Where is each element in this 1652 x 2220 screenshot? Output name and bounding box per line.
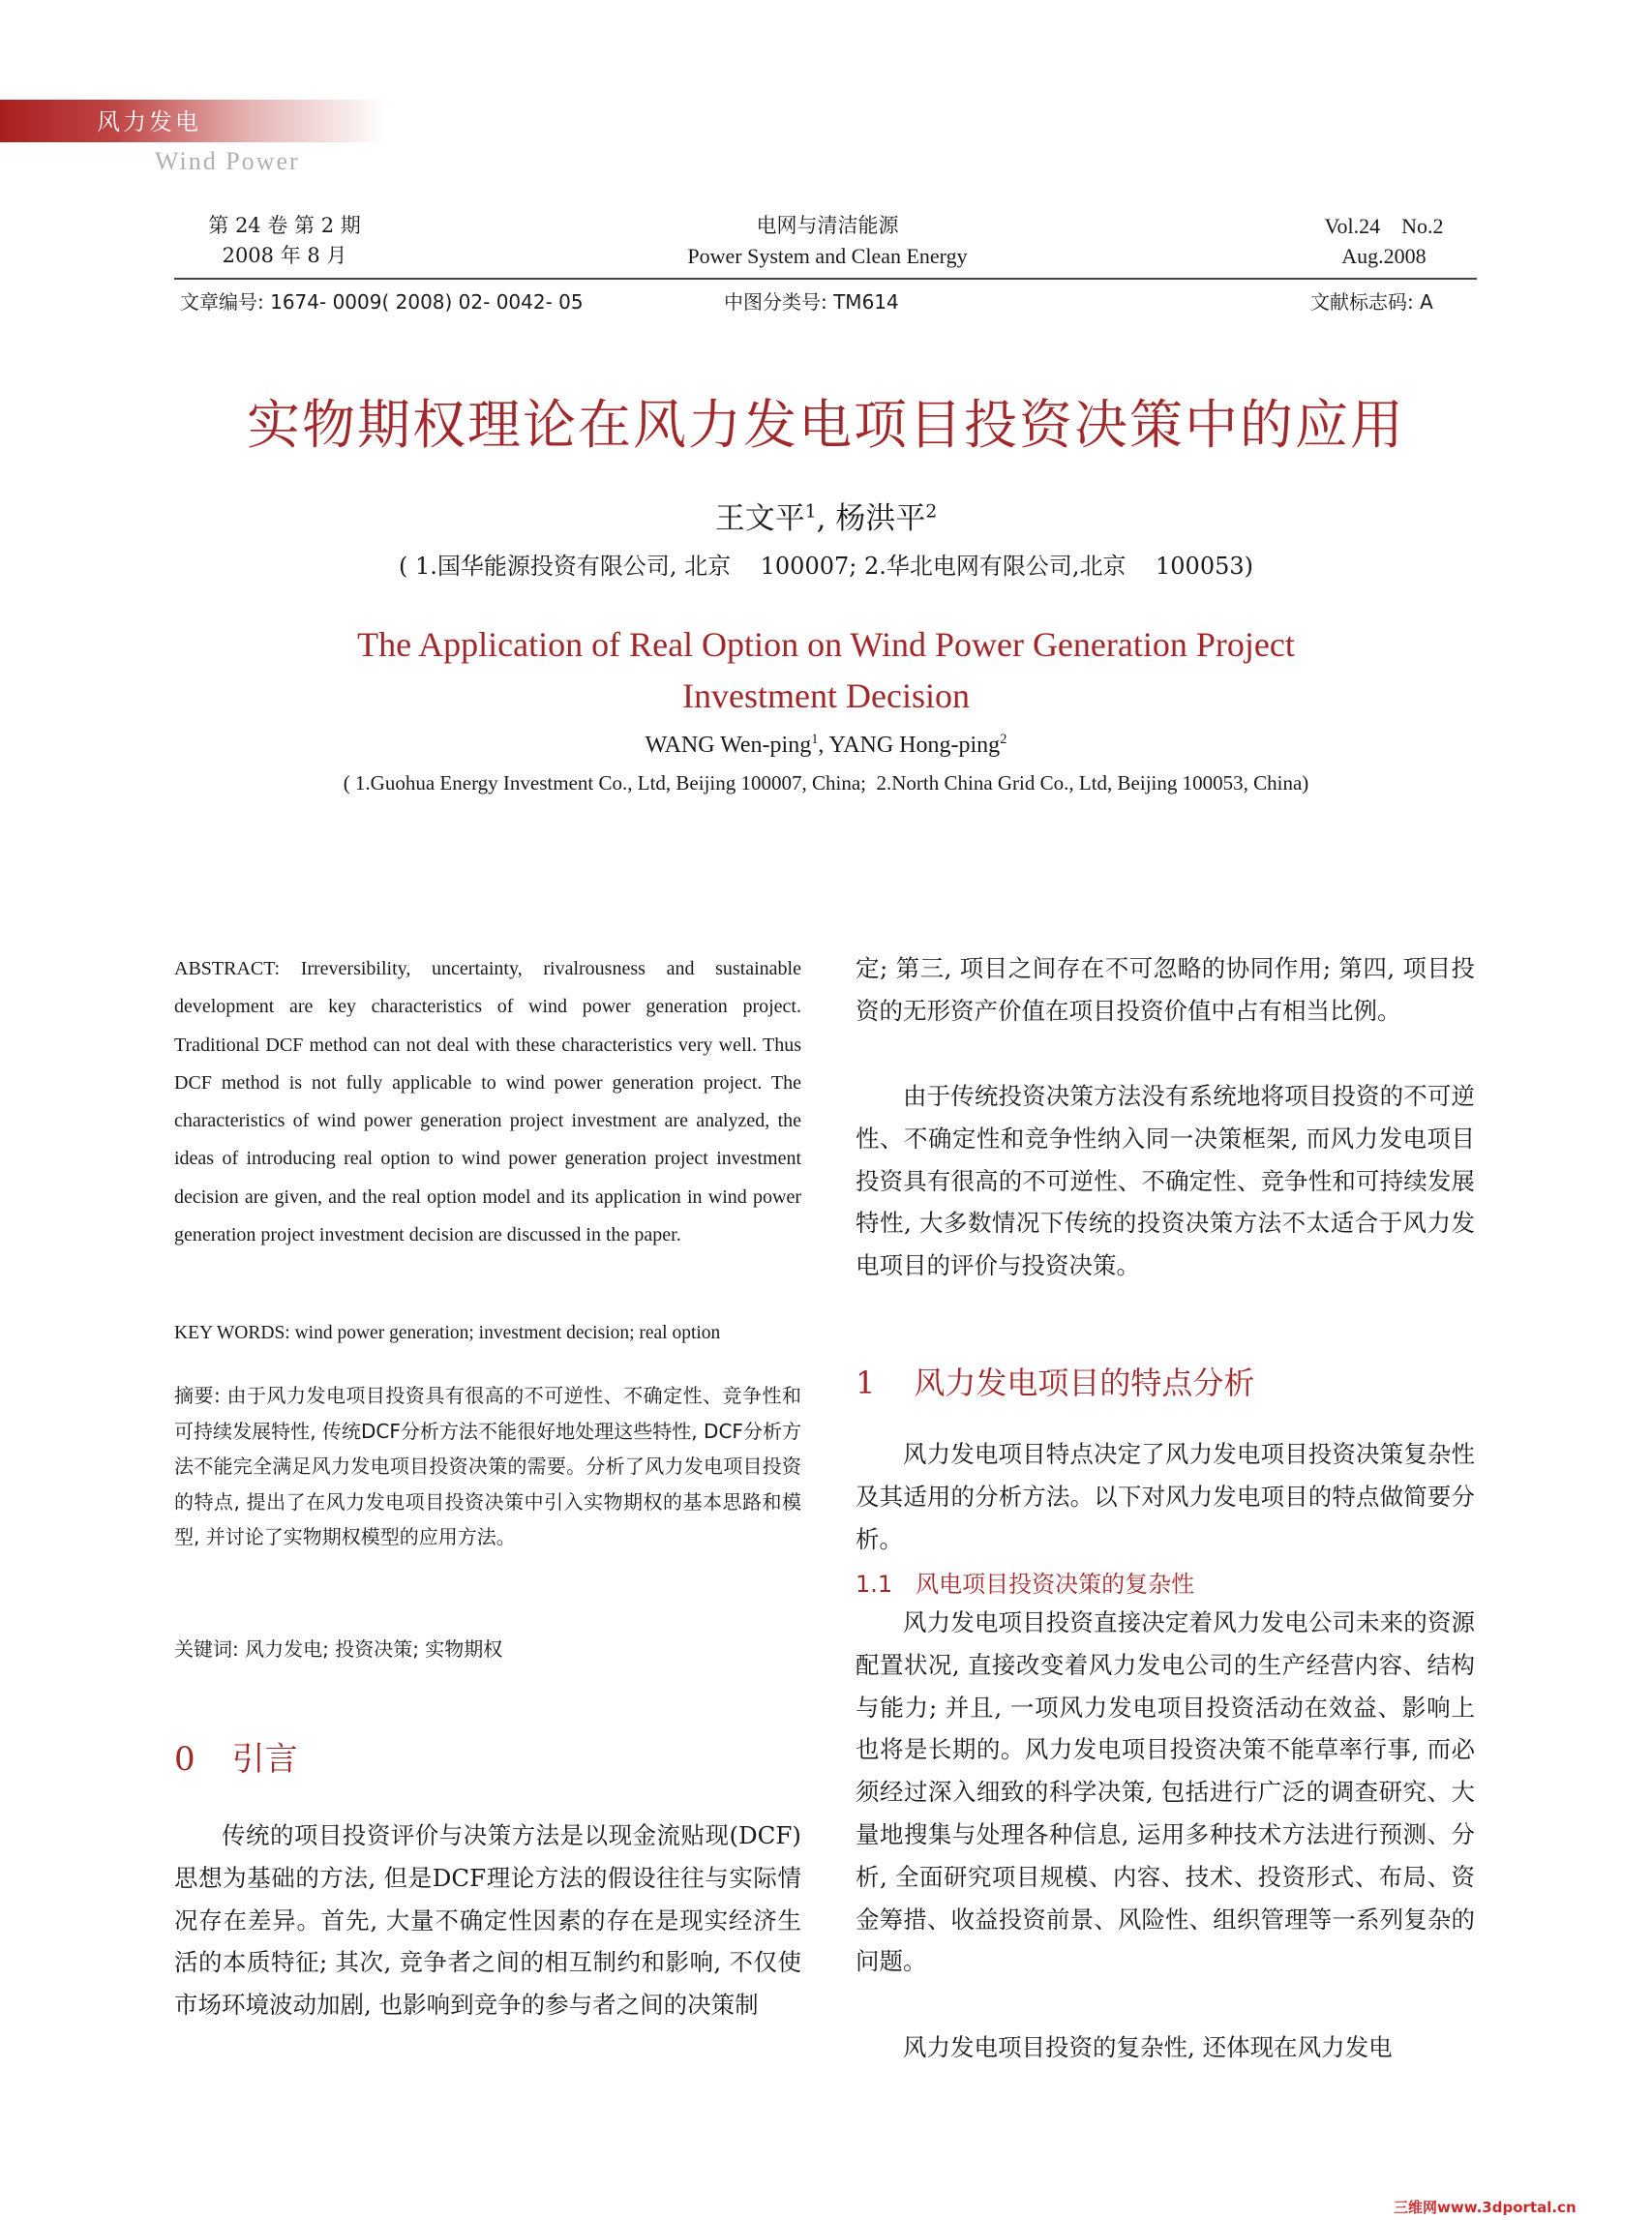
section-title: 风力发电项目的特点分析 bbox=[914, 1365, 1255, 1401]
header-divider bbox=[174, 278, 1477, 280]
journal-name-en: Power System and Clean Energy bbox=[687, 244, 968, 268]
paper-title-cn: 实物期权理论在风力发电项目投资决策中的应用 bbox=[246, 394, 1405, 456]
body-paragraph: 风力发电项目投资直接决定着风力发电公司未来的资源配置状况, 直接改变着风力发电公司的生产经营内容、结构与能力; 并且, 一项风力发电项目投资活动在效益、影响上也将是长期的。风力发电项目投资决策不能草率行事, 而必须经过深入细致的科学决策, 包括进行广泛的调查研究、大量地搜集与处理各种信息, 运用多种技术方法进行预测、分析, 全面研究项目规模、内容、技术、投资形式、布局、资金筹措、收益投资前景、风险性、组织管理等一系列复杂的问题。 bbox=[856, 1608, 1475, 1976]
section-label-cn: 风力发电 bbox=[97, 108, 201, 135]
journal-name-cn: 电网与清洁能源 bbox=[756, 214, 899, 237]
watermark: 三维网www.3dportal.cn bbox=[1394, 2199, 1577, 2216]
date-en: Aug.2008 bbox=[1341, 244, 1427, 268]
body-paragraph-intro: 传统的项目投资评价与决策方法是以现金流贴现(DCF)思想为基础的方法, 但是DCF理论方法的假设往往与实际情况存在差异。首先, 大量不确定性因素的存在是现实经济生活的本质特征; 其次, 竞争者之间的相互制约和影响, 不仅使市场环境波动加剧, 也影响到竞争的参与者之间的决策制 bbox=[174, 1821, 801, 2020]
article-number: 文章编号: 1674- 0009( 2008) 02- 0042- 05 bbox=[180, 290, 584, 314]
paper-title-en bbox=[145, 619, 1507, 722]
abstract-cn: 摘要: 由于风力发电项目投资具有很高的不可逆性、不确定性、竞争性和可持续发展特性, 传统DCF分析方法不能很好地处理这些特性, DCF分析方法不能完全满足风力发电项目投资决策的需要。分析了风力发电项目投资的特点, 提出了在风力发电项目投资决策中引入实物期权的基本思路和模型, 并讨论了实物期权模型的应用方法。 bbox=[174, 1384, 801, 1548]
affiliations-en: ( 1.Guohua Energy Investment Co., Ltd, Beijing 100007, China; 2.North China Grid Co., Ltd, Beijing 100053, China) bbox=[343, 771, 1309, 795]
authors-cn bbox=[0, 494, 1652, 537]
author-2-affil-mark: 2 bbox=[925, 501, 938, 523]
author-1-affil-mark: 1 bbox=[804, 501, 817, 523]
author-2-cn: 杨洪平 bbox=[835, 501, 926, 536]
subsection-title: 风电项目投资决策的复杂性 bbox=[916, 1571, 1195, 1598]
authors-en bbox=[0, 733, 1652, 759]
affiliations-cn: ( 1.国华能源投资有限公司, 北京 100007; 2.华北电网有限公司,北京 100053) bbox=[398, 553, 1254, 580]
section-label-en: Wind Power bbox=[155, 147, 300, 175]
author-1-cn: 王文平 bbox=[714, 501, 805, 536]
section-heading-0 bbox=[174, 1732, 298, 1780]
paper-title-en-line1: The Application of Real Option on Wind Power Generation Project bbox=[357, 625, 1295, 664]
author-1-en-affil-mark: 1 bbox=[811, 732, 819, 747]
subsection-heading-1-1 bbox=[856, 1565, 1194, 1599]
paper-title-en-line2: Investment Decision bbox=[682, 676, 970, 715]
author-separator: , bbox=[816, 501, 836, 536]
classification-number: 中图分类号: TM614 bbox=[724, 290, 899, 314]
keywords-en: KEY WORDS: wind power generation; investment decision; real option bbox=[174, 1323, 721, 1343]
body-paragraph: 由于传统投资决策方法没有系统地将项目投资的不可逆性、不确定性和竞争性纳入同一决策框架, 而风力发电项目投资具有很高的不可逆性、不确定性、竞争性和可持续发展特性, 大多数情况下传统的投资决策方法不太适合于风力发电项目的评价与投资决策。 bbox=[856, 1082, 1475, 1280]
keywords-cn: 关键词: 风力发电; 投资决策; 实物期权 bbox=[174, 1637, 503, 1661]
abstract-en: ABSTRACT: Irreversibility, uncertainty, rivalrousness and sustainable development are key characteristics of wind power generation project. Traditional DCF method can not deal with these characteristics very well. Thus DCF method is not fully applicable to wind power generation project. The characteristics of wind power generation project investment are analyzed, the ideas of introducing real option to wind power generation project investment decision are given, and the real option model and its application in wind power generation project investment decision are discussed in the paper. bbox=[174, 958, 801, 1246]
author-2-en: YANG Hong-ping bbox=[828, 733, 1001, 758]
author-2-en-affil-mark: 2 bbox=[1000, 732, 1007, 747]
header-volume-cn bbox=[188, 211, 381, 271]
section-number: 1 bbox=[856, 1365, 876, 1401]
section-title: 引言 bbox=[231, 1740, 298, 1779]
header-volume-en bbox=[1268, 211, 1500, 271]
volume-cn: 第 24 卷 第 2 期 bbox=[208, 214, 361, 237]
author-1-en: WANG Wen-ping bbox=[645, 733, 812, 758]
body-paragraph: 定; 第三, 项目之间存在不可忽略的协同作用; 第四, 项目投资的无形资产价值在项目投资价值中占有相当比例。 bbox=[856, 954, 1475, 1025]
date-cn: 2008 年 8 月 bbox=[222, 244, 347, 267]
volume-en: Vol.24 No.2 bbox=[1324, 214, 1444, 238]
body-paragraph: 风力发电项目投资的复杂性, 还体现在风力发电 bbox=[903, 2033, 1393, 2061]
document-code: 文献标志码: A bbox=[1310, 290, 1433, 314]
body-paragraph: 风力发电项目特点决定了风力发电项目投资决策复杂性及其适用的分析方法。以下对风力发电项目的特点做简要分析。 bbox=[856, 1440, 1475, 1553]
author-en-separator: , bbox=[818, 733, 829, 758]
section-number: 0 bbox=[174, 1740, 195, 1779]
header-journal bbox=[619, 211, 1036, 271]
subsection-number: 1.1 bbox=[856, 1571, 893, 1598]
section-heading-1 bbox=[856, 1359, 1254, 1403]
